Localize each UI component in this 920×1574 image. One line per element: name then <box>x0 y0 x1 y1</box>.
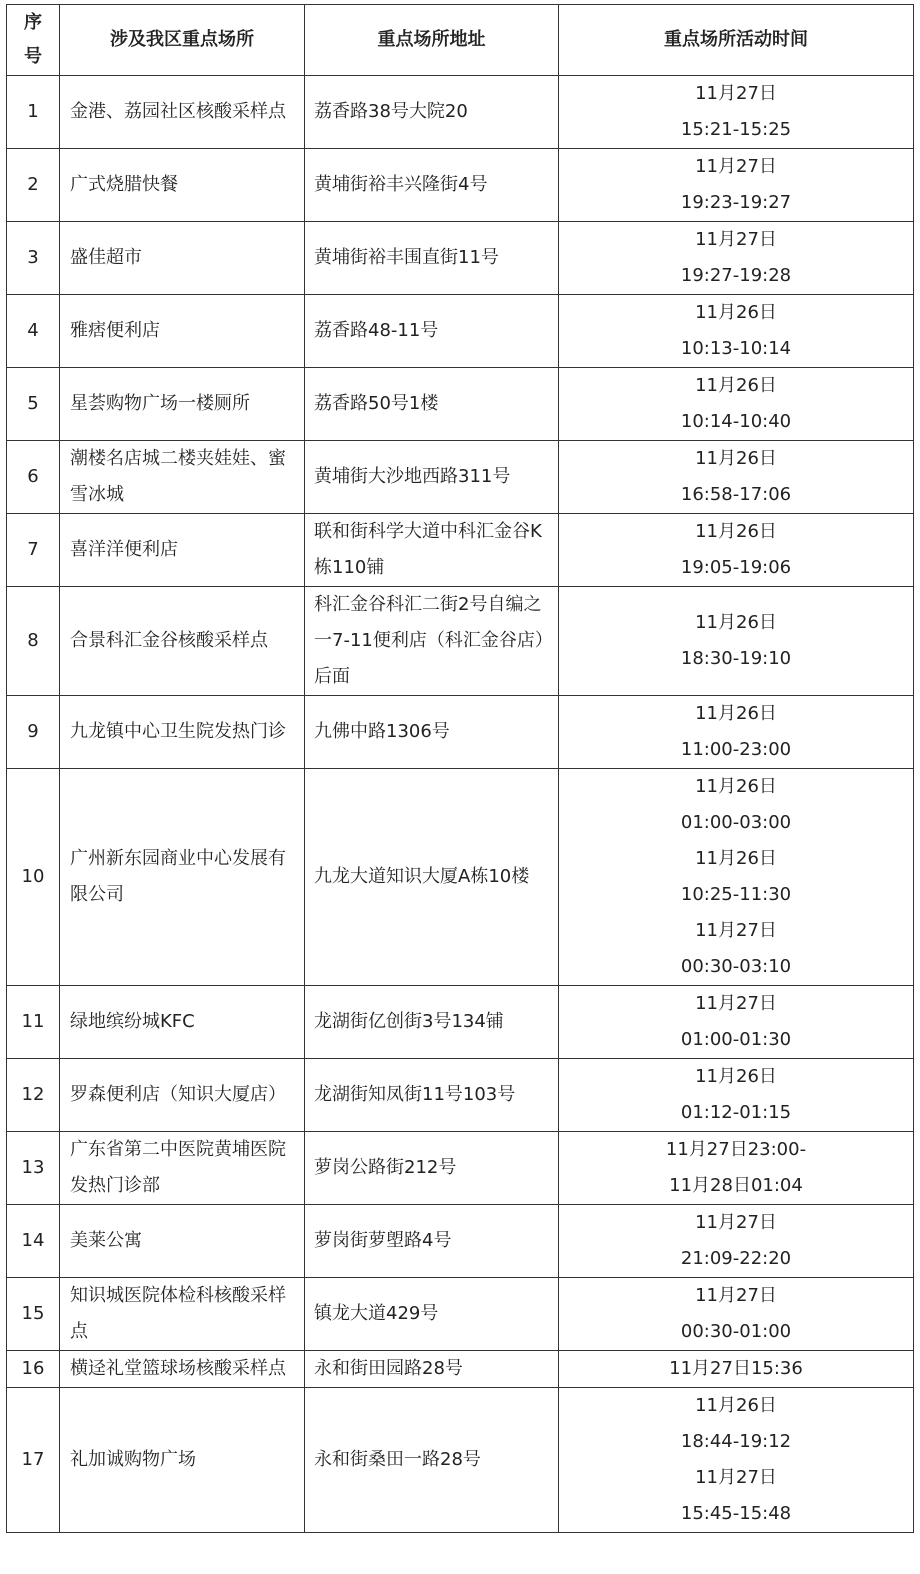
activity-time-line: 00:30-01:00 <box>680 1321 792 1342</box>
cell-place: 横迳礼堂篮球场核酸采样点 <box>60 1351 305 1388</box>
activity-time-line: 19:23-19:27 <box>680 192 792 213</box>
cell-serial-number: 5 <box>7 368 60 441</box>
activity-time-line: 01:00-01:30 <box>680 1029 792 1050</box>
cell-address: 黄埔街裕丰兴隆街4号 <box>305 149 559 222</box>
cell-address: 联和街科学大道中科汇金谷K栋110铺 <box>305 514 559 587</box>
activity-time-line: 10:25-11:30 <box>680 884 792 905</box>
activity-time-line: 15:45-15:48 <box>680 1503 792 1524</box>
cell-serial-number: 8 <box>7 587 60 696</box>
activity-time-line: 11月26日 <box>695 521 777 542</box>
header-serial-line1: 序 <box>24 12 42 33</box>
activity-time-line: 11月26日 <box>695 448 777 469</box>
header-activity-time: 重点场所活动时间 <box>559 5 914 76</box>
activity-time-line: 11月26日 <box>695 612 777 633</box>
cell-place: 绿地缤纷城KFC <box>60 986 305 1059</box>
table-row <box>7 696 914 769</box>
cell-activity-time <box>559 514 914 587</box>
cell-address: 九佛中路1306号 <box>305 696 559 769</box>
cell-activity-time <box>559 587 914 696</box>
cell-activity-time <box>559 1351 914 1388</box>
cell-place: 广州新东园商业中心发展有限公司 <box>60 769 305 986</box>
cell-activity-time <box>559 1132 914 1205</box>
activity-time-line: 11月27日 <box>695 1212 777 1233</box>
table-body <box>7 76 914 1533</box>
cell-address: 荔香路50号1楼 <box>305 368 559 441</box>
activity-time-line: 19:05-19:06 <box>680 557 792 578</box>
activity-time-line: 11月27日 <box>695 83 777 104</box>
header-address: 重点场所地址 <box>305 5 559 76</box>
cell-activity-time <box>559 441 914 514</box>
activity-time-line: 10:14-10:40 <box>680 411 792 432</box>
cell-activity-time <box>559 368 914 441</box>
cell-place: 星荟购物广场一楼厕所 <box>60 368 305 441</box>
activity-time-line: 11月26日 <box>695 703 777 724</box>
cell-activity-time <box>559 222 914 295</box>
cell-serial-number: 11 <box>7 986 60 1059</box>
cell-activity-time <box>559 1205 914 1278</box>
activity-time-line: 01:00-03:00 <box>680 812 792 833</box>
activity-time-line: 19:27-19:28 <box>680 265 792 286</box>
activity-time-line: 11月27日 <box>695 1285 777 1306</box>
activity-time-line: 11月26日 <box>695 375 777 396</box>
cell-address: 龙湖街知凤街11号103号 <box>305 1059 559 1132</box>
activity-time-line: 11月26日 <box>695 1395 777 1416</box>
activity-time-line: 10:13-10:14 <box>680 338 792 359</box>
table-row <box>7 149 914 222</box>
cell-place: 雅痞便利店 <box>60 295 305 368</box>
cell-place: 罗森便利店（知识大厦店） <box>60 1059 305 1132</box>
table-row <box>7 1132 914 1205</box>
cell-activity-time <box>559 986 914 1059</box>
table-row <box>7 1388 914 1533</box>
activity-time-line: 11月28日01:04 <box>669 1175 803 1196</box>
cell-place: 合景科汇金谷核酸采样点 <box>60 587 305 696</box>
table-row <box>7 514 914 587</box>
cell-serial-number: 7 <box>7 514 60 587</box>
activity-time-line: 18:30-19:10 <box>680 648 792 669</box>
table-row <box>7 769 914 986</box>
cell-serial-number: 6 <box>7 441 60 514</box>
header-serial-number <box>7 5 60 76</box>
cell-place: 美莱公寓 <box>60 1205 305 1278</box>
activity-time-line: 11月26日 <box>695 1066 777 1087</box>
table-header-row <box>7 5 914 76</box>
cell-address: 黄埔街裕丰围直街11号 <box>305 222 559 295</box>
cell-address: 荔香路38号大院20 <box>305 76 559 149</box>
activity-time-line: 11月27日23:00- <box>665 1139 807 1160</box>
cell-address: 龙湖街亿创街3号134铺 <box>305 986 559 1059</box>
activity-time-line: 11月27日15:36 <box>669 1358 803 1379</box>
activity-time-line: 11:00-23:00 <box>680 739 792 760</box>
table-row <box>7 1351 914 1388</box>
cell-address: 永和街田园路28号 <box>305 1351 559 1388</box>
cell-serial-number: 10 <box>7 769 60 986</box>
cell-place: 九龙镇中心卫生院发热门诊 <box>60 696 305 769</box>
page <box>6 4 914 1533</box>
activity-time-line: 01:12-01:15 <box>680 1102 792 1123</box>
cell-activity-time <box>559 295 914 368</box>
table-row <box>7 295 914 368</box>
cell-address: 镇龙大道429号 <box>305 1278 559 1351</box>
activity-time-line: 11月27日 <box>695 993 777 1014</box>
activity-time-line: 16:58-17:06 <box>680 484 792 505</box>
cell-serial-number: 14 <box>7 1205 60 1278</box>
cell-place: 礼加诚购物广场 <box>60 1388 305 1533</box>
cell-address: 永和街桑田一路28号 <box>305 1388 559 1533</box>
cell-place: 盛佳超市 <box>60 222 305 295</box>
cell-serial-number: 17 <box>7 1388 60 1533</box>
cell-activity-time <box>559 696 914 769</box>
table-row <box>7 368 914 441</box>
cell-place: 广东省第二中医院黄埔医院发热门诊部 <box>60 1132 305 1205</box>
table-row <box>7 76 914 149</box>
cell-activity-time <box>559 1278 914 1351</box>
cell-address: 萝岗公路街212号 <box>305 1132 559 1205</box>
activity-time-line: 11月26日 <box>695 302 777 323</box>
cell-place: 金港、荔园社区核酸采样点 <box>60 76 305 149</box>
cell-serial-number: 9 <box>7 696 60 769</box>
cell-serial-number: 2 <box>7 149 60 222</box>
table-row <box>7 222 914 295</box>
cell-place: 广式烧腊快餐 <box>60 149 305 222</box>
table-row <box>7 587 914 696</box>
cell-serial-number: 1 <box>7 76 60 149</box>
table-row <box>7 986 914 1059</box>
cell-address: 荔香路48-11号 <box>305 295 559 368</box>
cell-activity-time <box>559 149 914 222</box>
activity-time-line: 11月26日 <box>695 776 777 797</box>
header-serial-line2: 号 <box>24 46 42 67</box>
activity-time-line: 21:09-22:20 <box>680 1248 792 1269</box>
cell-serial-number: 16 <box>7 1351 60 1388</box>
cell-serial-number: 15 <box>7 1278 60 1351</box>
table-row <box>7 1278 914 1351</box>
table-row <box>7 1205 914 1278</box>
cell-place: 潮楼名店城二楼夹娃娃、蜜雪冰城 <box>60 441 305 514</box>
cell-activity-time <box>559 1059 914 1132</box>
activity-time-line: 00:30-03:10 <box>680 956 792 977</box>
cell-address: 科汇金谷科汇二街2号自编之一7-11便利店（科汇金谷店）后面 <box>305 587 559 696</box>
cell-serial-number: 4 <box>7 295 60 368</box>
cell-address: 九龙大道知识大厦A栋10楼 <box>305 769 559 986</box>
cell-serial-number: 3 <box>7 222 60 295</box>
activity-time-line: 11月26日 <box>695 848 777 869</box>
cell-address: 黄埔街大沙地西路311号 <box>305 441 559 514</box>
key-locations-table <box>6 4 914 1533</box>
activity-time-line: 18:44-19:12 <box>680 1431 792 1452</box>
activity-time-line: 11月27日 <box>695 1467 777 1488</box>
cell-activity-time <box>559 76 914 149</box>
cell-activity-time <box>559 1388 914 1533</box>
cell-place: 喜洋洋便利店 <box>60 514 305 587</box>
cell-serial-number: 12 <box>7 1059 60 1132</box>
activity-time-line: 11月27日 <box>695 229 777 250</box>
cell-place: 知识城医院体检科核酸采样点 <box>60 1278 305 1351</box>
activity-time-line: 15:21-15:25 <box>680 119 792 140</box>
table-row <box>7 441 914 514</box>
cell-activity-time <box>559 769 914 986</box>
activity-time-line: 11月27日 <box>695 156 777 177</box>
table-row <box>7 1059 914 1132</box>
header-place: 涉及我区重点场所 <box>60 5 305 76</box>
cell-serial-number: 13 <box>7 1132 60 1205</box>
cell-address: 萝岗街萝塱路4号 <box>305 1205 559 1278</box>
activity-time-line: 11月27日 <box>695 920 777 941</box>
